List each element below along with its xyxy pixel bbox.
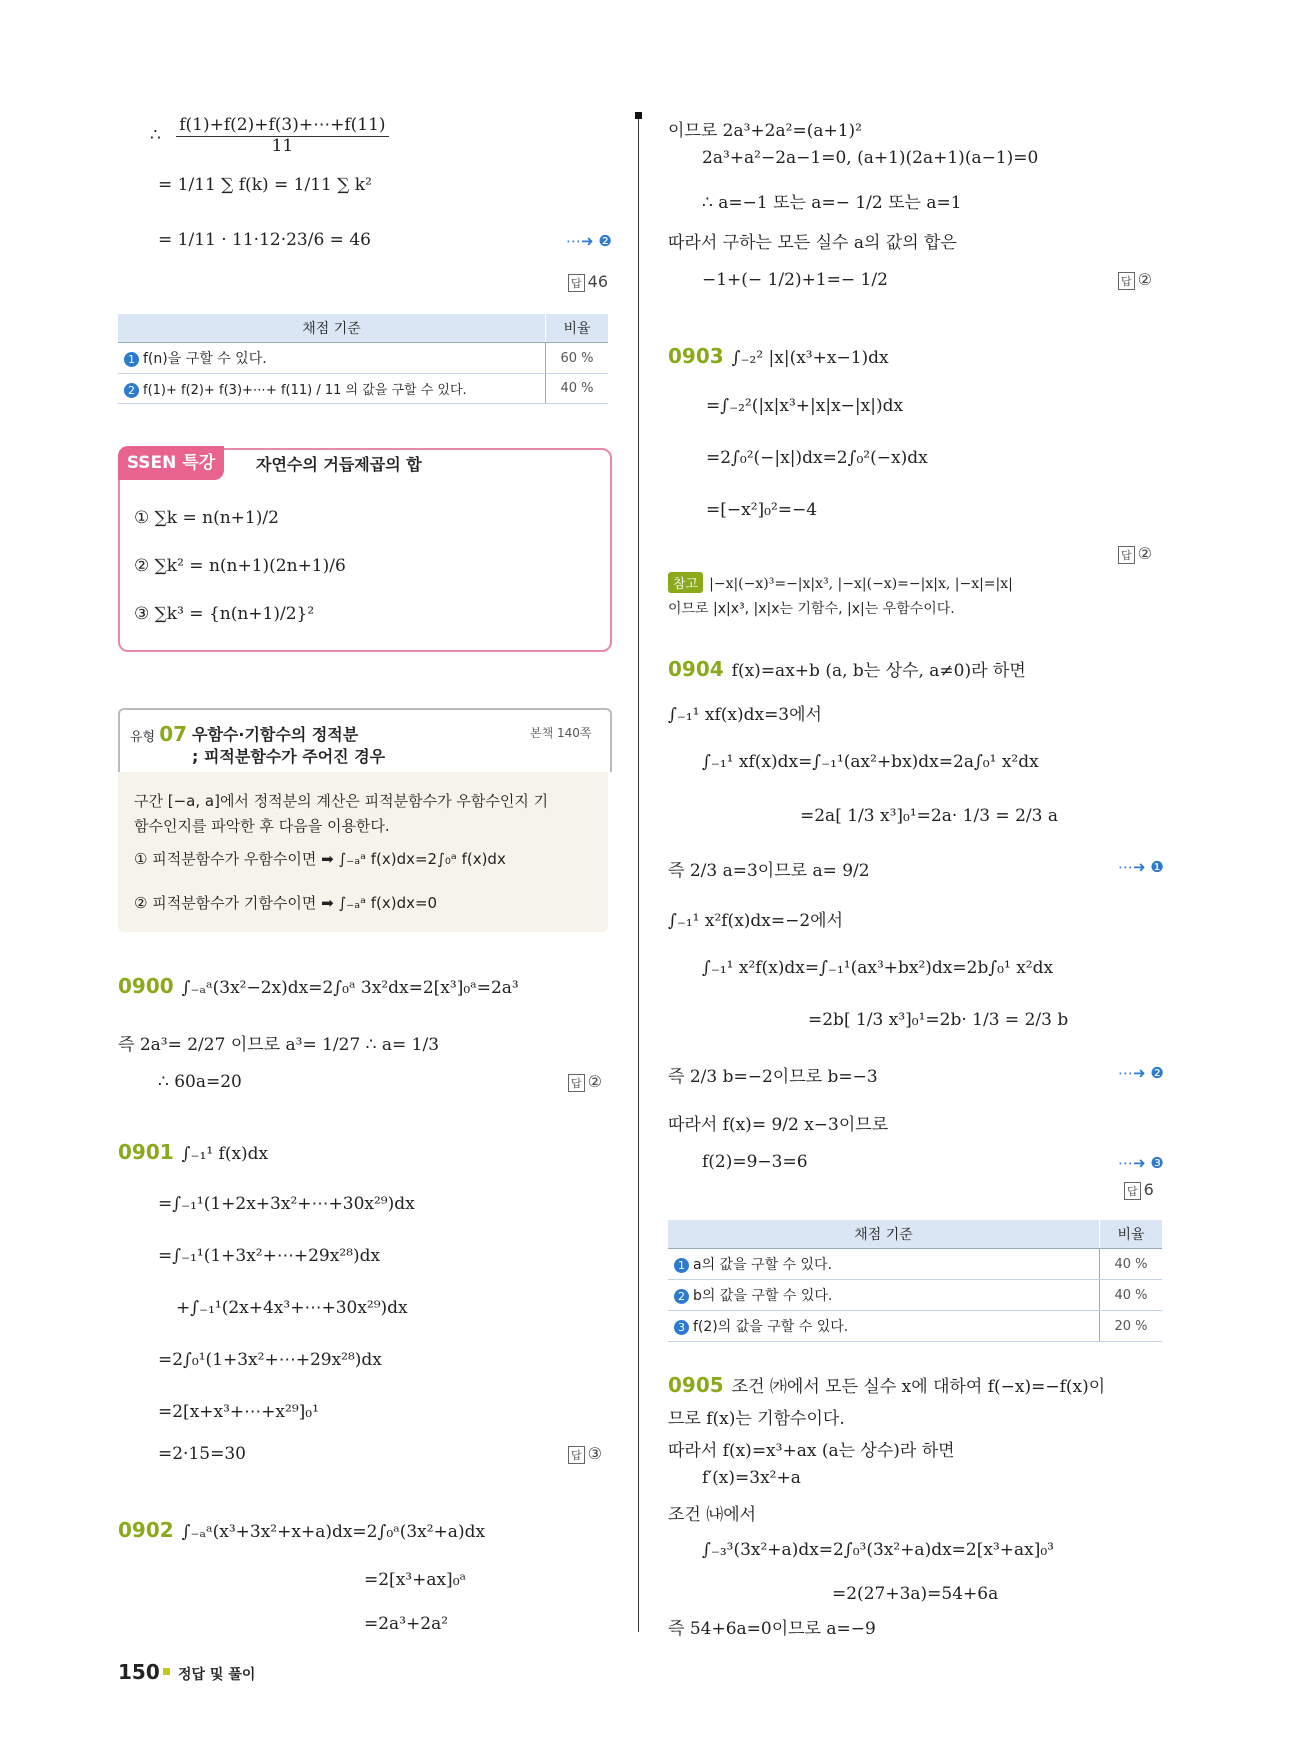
eq-line: 따라서 f(x)=x³+ax (a는 상수)라 하면 <box>668 1441 955 1461</box>
type-body: 함수인지를 파악한 후 다음을 이용한다. <box>134 817 390 835</box>
eq-line: 조건 ㈏에서 <box>668 1505 757 1525</box>
score-header: 채점 기준 <box>118 314 546 343</box>
type-label: 유형 07 <box>130 722 188 746</box>
score-row: 3 f(2)의 값을 구할 수 있다. <box>668 1311 1100 1342</box>
answer-badge: 답 6 <box>1124 1180 1154 1200</box>
type-body: ① 피적분함수가 우함수이면 ➡ ∫₋ₐᵃ f(x)dx=2∫₀ᵃ f(x)dx <box>134 850 506 868</box>
answer-badge: 답 ② <box>1118 270 1152 290</box>
type-body: ② 피적분함수가 기함수이면 ➡ ∫₋ₐᵃ f(x)dx=0 <box>134 894 438 912</box>
problem-0902: 0902 ∫₋ₐᵃ(x³+3x²+x+a)dx=2∫₀ᵃ(3x²+a)dx <box>118 1518 486 1542</box>
eq-line: =2a³+2a² <box>364 1614 449 1634</box>
answer-badge: 답 ② <box>568 1072 602 1092</box>
column-divider <box>638 112 639 1632</box>
score-header: 채점 기준 <box>668 1220 1100 1249</box>
eq-line: 따라서 구하는 모든 실수 a의 값의 합은 <box>668 233 957 253</box>
problem-0901: 0901 ∫₋₁¹ f(x)dx <box>118 1140 269 1164</box>
eq-line: f′(x)=3x²+a <box>702 1468 801 1488</box>
type-body: 구간 [−a, a]에서 정적분의 계산은 피적분함수가 우함수인지 기 <box>134 792 549 810</box>
eq-line: = 1/11 · 11·12·23/6 = 46 <box>158 230 371 250</box>
eq-line: 즉 2a³= 2/27 이므로 a³= 1/27 ∴ a= 1/3 <box>118 1035 440 1055</box>
sseen-formula: ② ∑k² = n(n+1)(2n+1)/6 <box>134 556 346 576</box>
eq-line: 즉 54+6a=0이므로 a=−9 <box>668 1619 876 1639</box>
note-line: 참고 |−x|(−x)³=−|x|x³, |−x|(−x)=−|x|x, |−x|=|x| <box>668 572 1013 593</box>
score-row: 2 f(1)+ f(2)+ f(3)+⋯+ f(11) / 11 의 값을 구할 수 있다. <box>118 374 546 404</box>
eq-line: = 1/11 ∑ f(k) = 1/11 ∑ k² <box>158 175 372 195</box>
eq-line: =∫₋₁¹(1+2x+3x²+⋯+30x²⁹)dx <box>158 1194 415 1214</box>
score-ratio-header: 비율 <box>1100 1220 1163 1249</box>
page-number: 150 <box>118 1660 160 1684</box>
step-marker: ⋯➜ ❷ <box>566 232 612 250</box>
type-title: 우함수·기함수의 정적분 <box>192 725 359 744</box>
scoring-table: 채점 기준 비율 1 a의 값을 구할 수 있다. 40 % 2 b의 값을 구할 수 있다. 40 % 3 f(2)의 값을 구할 수 있다. 20 % <box>668 1220 1162 1342</box>
score-ratio-header: 비율 <box>546 314 609 343</box>
eq-line: +∫₋₁¹(2x+4x³+⋯+30x²⁹)dx <box>176 1298 408 1318</box>
sseen-formula: ③ ∑k³ = {n(n+1)/2}² <box>134 604 315 624</box>
type-subtitle: ; 피적분함수가 주어진 경우 <box>192 747 386 766</box>
problem-0903: 0903 ∫₋₂² |x|(x³+x−1)dx <box>668 344 889 368</box>
sseen-formula: ① ∑k = n(n+1)/2 <box>134 508 279 528</box>
step-marker: ⋯➜ ❸ <box>1118 1154 1164 1172</box>
eq-line: =2∫₀²(−|x|)dx=2∫₀²(−x)dx <box>706 448 928 468</box>
footer-bullet-icon <box>163 1668 170 1675</box>
score-row: 1 a의 값을 구할 수 있다. <box>668 1249 1100 1280</box>
eq-line: =2(27+3a)=54+6a <box>832 1584 999 1604</box>
eq-line: ∴ a=−1 또는 a=− 1/2 또는 a=1 <box>702 193 962 213</box>
eq-line: −1+(− 1/2)+1=− 1/2 <box>702 270 888 290</box>
eq-line: =2·15=30 <box>158 1444 246 1464</box>
eq-line: =2∫₀¹(1+3x²+⋯+29x²⁸)dx <box>158 1350 382 1370</box>
eq-line: 따라서 f(x)= 9/2 x−3이므로 <box>668 1115 889 1135</box>
eq-line: ∴ $\frac{f(1)+f(2)+f(3)+\cdots+f(11)}{11}$ <box>150 116 391 156</box>
eq-line: =2a[ 1/3 x³]₀¹=2a· 1/3 = 2/3 a <box>800 806 1058 826</box>
eq-line: f(2)=9−3=6 <box>702 1152 808 1172</box>
eq-line: ∴ 60a=20 <box>158 1072 242 1092</box>
scoring-table: 채점 기준 비율 1 f(n)을 구할 수 있다. 60 % 2 f(1)+ f(2)+ f(3)+⋯+ f(11) / 11 의 값을 구할 수 있다. 40 % <box>118 314 608 404</box>
answer-badge: 답 ③ <box>568 1444 602 1464</box>
eq-line: 이므로 2a³+2a²=(a+1)² <box>668 121 862 141</box>
sseen-title: 자연수의 거듭제곱의 합 <box>256 455 422 474</box>
eq-line: ∫₋₁¹ xf(x)dx=∫₋₁¹(ax²+bx)dx=2a∫₀¹ x²dx <box>702 752 1039 772</box>
footer-text: 정답 및 풀이 <box>178 1667 256 1683</box>
eq-line: =2b[ 1/3 x³]₀¹=2b· 1/3 = 2/3 b <box>808 1010 1069 1030</box>
sseen-badge: SSEN 특강 <box>118 446 224 480</box>
eq-line: 즉 2/3 b=−2이므로 b=−3 <box>668 1067 878 1087</box>
eq-line: ∫₋₃³(3x²+a)dx=2∫₀³(3x²+a)dx=2[x³+ax]₀³ <box>702 1540 1054 1560</box>
eq-line: ∫₋₁¹ x²f(x)dx=−2에서 <box>668 911 844 931</box>
problem-0900: 0900 ∫₋ₐᵃ(3x²−2x)dx=2∫₀ᵃ 3x²dx=2[x³]₀ᵃ=2a³ <box>118 974 519 998</box>
eq-line: 즉 2/3 a=3이므로 a= 9/2 <box>668 861 870 881</box>
problem-0904: 0904 f(x)=ax+b (a, b는 상수, a≠0)라 하면 <box>668 657 1026 681</box>
problem-0905: 0905 조건 ㈎에서 모든 실수 x에 대하여 f(−x)=−f(x)이 <box>668 1373 1106 1397</box>
note-line: 이므로 |x|x³, |x|x는 기함수, |x|는 우함수이다. <box>668 601 955 617</box>
eq-line: =2[x+x³+⋯+x²⁹]₀¹ <box>158 1402 319 1422</box>
eq-line: =∫₋₁¹(1+3x²+⋯+29x²⁸)dx <box>158 1246 381 1266</box>
answer-badge: 답 46 <box>568 272 608 292</box>
step-marker: ⋯➜ ❷ <box>1118 1064 1164 1082</box>
eq-line: =∫₋₂²(|x|x³+|x|x−|x|)dx <box>706 396 904 416</box>
eq-line: 2a³+a²−2a−1=0, (a+1)(2a+1)(a−1)=0 <box>702 148 1039 168</box>
score-row: 1 f(n)을 구할 수 있다. <box>118 343 546 374</box>
eq-line: ∫₋₁¹ x²f(x)dx=∫₋₁¹(ax³+bx²)dx=2b∫₀¹ x²dx <box>702 958 1054 978</box>
answer-badge: 답 ② <box>1118 544 1152 564</box>
eq-line: ∫₋₁¹ xf(x)dx=3에서 <box>668 705 822 725</box>
eq-line: =2[x³+ax]₀ᵃ <box>364 1570 467 1590</box>
eq-line: 므로 f(x)는 기함수이다. <box>668 1409 845 1429</box>
step-marker: ⋯➜ ❶ <box>1118 858 1164 876</box>
type-ref: 본책 140쪽 <box>530 726 592 740</box>
score-row: 2 b의 값을 구할 수 있다. <box>668 1280 1100 1311</box>
eq-line: =[−x²]₀²=−4 <box>706 500 818 520</box>
